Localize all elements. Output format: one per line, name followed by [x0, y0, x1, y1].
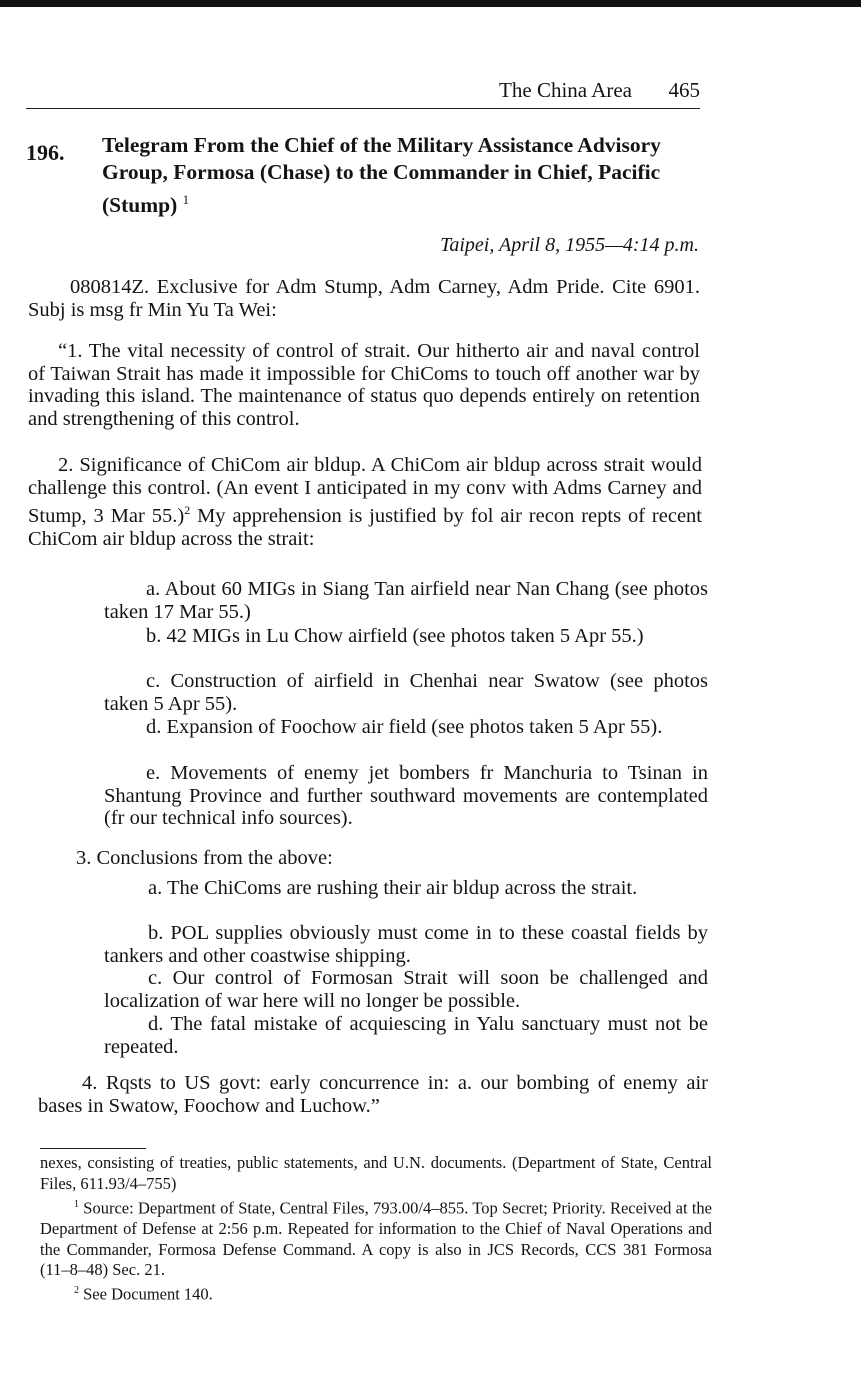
intro-paragraph: 080814Z. Exclusive for Adm Stump, Adm Carney, Adm Pride. Cite 6901. Subj is msg fr Min Yu Ta Wei:: [28, 276, 700, 321]
footnote-2-mark: 2: [74, 1285, 79, 1296]
paragraph-1: “1. The vital necessity of control of strait. Our hitherto air and naval control of Taiwan Strait has made it impossible for ChiComs to touch off another war by invading this island. The maintenance of status quo depends entirely on retention and strengthening of this control.: [28, 340, 700, 430]
running-head: [26, 74, 700, 109]
recon-item-d: d. Expansion of Foochow air field (see photos taken 5 Apr 55).: [146, 716, 663, 738]
recon-item-a: a. About 60 MIGs in Siang Tan airfield near Nan Chang (see photos taken 17 Mar 55.): [104, 578, 708, 623]
footnote-1-mark: 1: [74, 1199, 79, 1210]
paragraph-2-text-a: 2. Significance of ChiCom air bldup. A ChiCom air bldup across strait would challenge this control. (An event I anticipated in my conv with Adms Carney and Stump, 3 Mar 55.): [28, 454, 702, 528]
conclusion-a: a. The ChiComs are rushing their air bldup across the strait.: [148, 877, 638, 899]
footnote-1-text: Source: Department of State, Central Files, 793.00/4–855. Top Secret; Priority. Received at the Department of Defense at 2:56 p.m. Repeated for information to the Chief of Naval Operations and the Commander, Formosa Defense Command. A copy is also in JCS Records, CCS 381 Formosa (11–8–48) Sec. 21.: [40, 1198, 712, 1280]
conclusion-d: d. The fatal mistake of acquiescing in Yalu sanctuary must not be repeated.: [104, 1013, 708, 1058]
footnote-2: [40, 1281, 712, 1305]
footnote-2-text: See Document 140.: [79, 1284, 213, 1304]
document-number: 196.: [26, 140, 65, 165]
paragraph-4: 4. Rqsts to US govt: early concurrence in: a. our bombing of enemy air bases in Swatow, Foochow and Luchow.”: [38, 1072, 708, 1117]
conclusion-c: c. Our control of Formosan Strait will soon be challenged and localization of war here will no longer be possible.: [104, 967, 708, 1012]
dateline: Taipei, April 8, 1955—4:14 p.m.: [440, 234, 699, 256]
recon-item-b: b. 42 MIGs in Lu Chow airfield (see photos taken 5 Apr 55.): [146, 625, 644, 647]
paragraph-3: 3. Conclusions from the above:: [76, 847, 333, 869]
recon-item-c: c. Construction of airfield in Chenhai near Swatow (see photos taken 5 Apr 55).: [104, 670, 708, 715]
recon-item-e: e. Movements of enemy jet bombers fr Manchuria to Tsinan in Shantung Province and further southward movements are contemplated (fr our technical info sources).: [104, 762, 708, 830]
document-title: [102, 132, 692, 219]
footnote-ref-2: 2: [184, 503, 191, 518]
top-border: [0, 0, 861, 7]
paragraph-2-text-b: My apprehension is justified by fol air recon repts of recent ChiCom air bldup across the strait:: [28, 505, 702, 550]
page-number: 465: [668, 78, 700, 102]
footnote-continued: nexes, consisting of treaties, public statements, and U.N. documents. (Department of State, Central Files, 611.93/4–755): [40, 1153, 712, 1193]
document-title-text: Telegram From the Chief of the Military Assistance Advisory Group, Formosa (Chase) to the Commander in Chief, Pacific (Stump): [102, 133, 661, 218]
paragraph-2: [28, 454, 702, 550]
section-title: The China Area: [499, 78, 632, 102]
footnote-divider: [40, 1148, 146, 1149]
conclusion-b: b. POL supplies obviously must come in to these coastal fields by tankers and other coastwise shipping.: [104, 922, 708, 967]
footnote-1: [40, 1195, 712, 1281]
footnote-ref-1: 1: [182, 192, 190, 207]
